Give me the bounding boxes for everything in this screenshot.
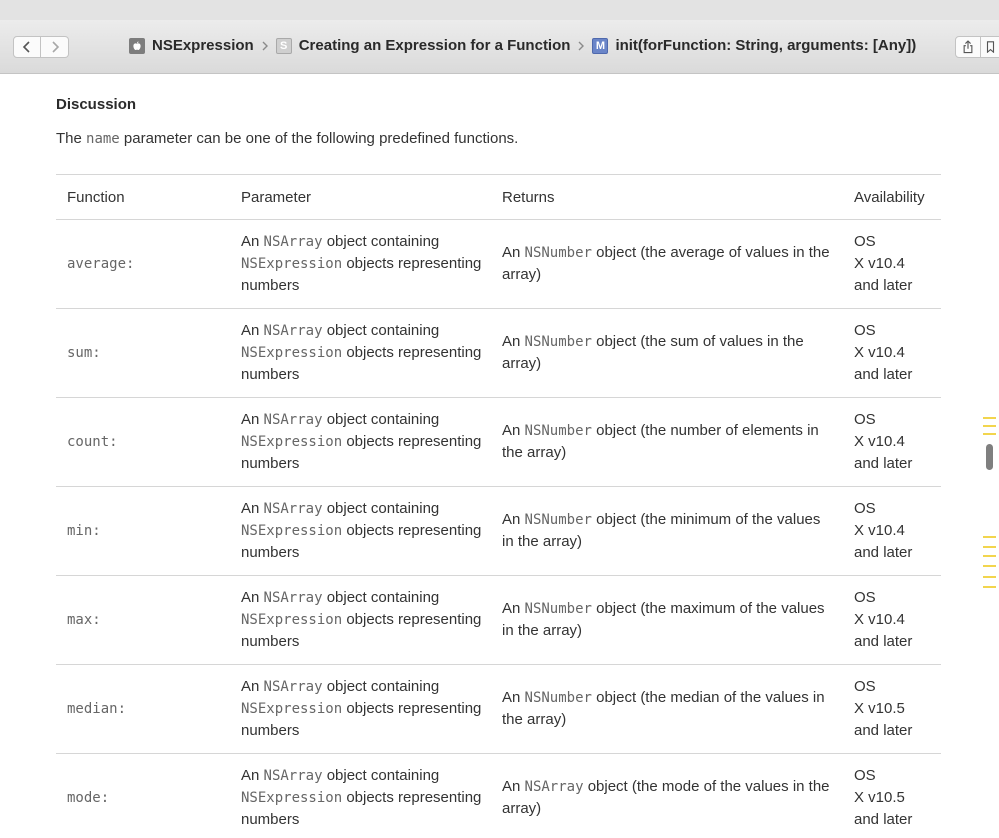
parameter-cell	[230, 754, 491, 838]
returns-text: object (the minimum of the values in the array)	[502, 511, 821, 550]
column-header-parameter: Parameter	[230, 175, 491, 220]
search-match-marker	[983, 576, 996, 578]
parameter-text: objects representing numbers	[241, 344, 482, 383]
returns-cell	[491, 576, 844, 665]
search-match-marker	[983, 536, 996, 538]
returns-code: NSNumber	[524, 512, 592, 528]
availability-line: and later	[854, 544, 913, 561]
function-cell	[56, 665, 230, 754]
availability-line: X v10.5	[854, 700, 905, 717]
parameter-code: NSArray	[263, 768, 323, 784]
table-row	[56, 398, 941, 487]
availability-cell	[844, 220, 941, 309]
window-top-strip	[0, 0, 999, 20]
availability-cell	[844, 487, 941, 576]
availability-line: X v10.4	[854, 611, 905, 628]
returns-code: NSNumber	[524, 334, 592, 350]
s-badge-icon: S	[276, 38, 292, 54]
availability-line: OS	[854, 411, 876, 428]
discussion-intro	[56, 130, 518, 147]
returns-code: NSNumber	[524, 245, 592, 261]
parameter-code: NSExpression	[241, 612, 343, 628]
returns-text: object (the sum of values in the array)	[502, 333, 804, 372]
parameter-code: NSArray	[263, 679, 323, 695]
parameter-text: An	[241, 589, 264, 606]
table-row	[56, 487, 941, 576]
returns-text: An	[502, 778, 525, 795]
returns-cell	[491, 309, 844, 398]
breadcrumb	[129, 37, 916, 54]
parameter-cell	[230, 487, 491, 576]
returns-text: An	[502, 333, 525, 350]
column-header-returns: Returns	[491, 175, 844, 220]
parameter-text: objects representing numbers	[241, 789, 482, 828]
parameter-text: object containing	[322, 411, 440, 428]
parameter-cell	[230, 665, 491, 754]
parameter-code: NSArray	[263, 323, 323, 339]
bookmark-icon	[986, 41, 995, 53]
column-header-availability: Availability	[844, 175, 941, 220]
search-match-marker	[983, 586, 996, 588]
availability-cell	[844, 754, 941, 838]
parameter-text: An	[241, 233, 264, 250]
table-row	[56, 576, 941, 665]
function-name: average:	[67, 256, 135, 272]
intro-code-name: name	[86, 131, 120, 147]
returns-text: An	[502, 244, 525, 261]
parameter-cell	[230, 220, 491, 309]
returns-code: NSNumber	[524, 423, 592, 439]
chevron-right-icon	[258, 40, 272, 52]
table-row	[56, 665, 941, 754]
chevron-right-icon	[50, 41, 60, 53]
parameter-cell	[230, 398, 491, 487]
parameter-code: NSExpression	[241, 256, 343, 272]
availability-line: X v10.5	[854, 789, 905, 806]
column-header-function: Function	[56, 175, 230, 220]
m-badge-icon: M	[592, 38, 608, 54]
availability-line: X v10.4	[854, 433, 905, 450]
parameter-code: NSArray	[263, 234, 323, 250]
availability-line: and later	[854, 277, 913, 294]
returns-code: NSNumber	[524, 690, 592, 706]
availability-line: OS	[854, 589, 876, 606]
availability-cell	[844, 309, 941, 398]
parameter-text: object containing	[322, 233, 440, 250]
availability-line: and later	[854, 811, 913, 828]
parameter-text: objects representing numbers	[241, 255, 482, 294]
chevron-left-icon	[22, 41, 32, 53]
parameter-text: An	[241, 411, 264, 428]
parameter-cell	[230, 309, 491, 398]
parameter-text: An	[241, 767, 264, 784]
parameter-text: objects representing numbers	[241, 433, 482, 472]
parameter-text: objects representing numbers	[241, 522, 482, 561]
parameter-text: objects representing numbers	[241, 700, 482, 739]
returns-text: An	[502, 511, 525, 528]
returns-text: An	[502, 422, 525, 439]
function-cell	[56, 309, 230, 398]
back-button[interactable]	[13, 36, 41, 58]
returns-code: NSNumber	[524, 601, 592, 617]
breadcrumb-label: init(forFunction: String, arguments: [Any])	[615, 37, 917, 54]
table-row	[56, 220, 941, 309]
returns-cell	[491, 487, 844, 576]
function-cell	[56, 754, 230, 838]
search-match-marker	[983, 417, 996, 419]
availability-line: X v10.4	[854, 255, 905, 272]
function-name: min:	[67, 523, 101, 539]
share-button[interactable]	[955, 36, 981, 58]
history-navigation	[13, 36, 69, 58]
availability-line: and later	[854, 366, 913, 383]
breadcrumb-label: NSExpression	[152, 37, 254, 54]
returns-text: object (the median of the values in the array)	[502, 689, 825, 728]
returns-text: object (the maximum of the values in the array)	[502, 600, 825, 639]
returns-text: object (the number of elements in the array)	[502, 422, 819, 461]
scrollbar-thumb[interactable]	[986, 444, 993, 470]
intro-text: The	[56, 130, 87, 147]
returns-text: object (the mode of the values in the array)	[502, 778, 830, 817]
toolbar	[0, 20, 999, 74]
function-cell	[56, 576, 230, 665]
parameter-code: NSExpression	[241, 701, 343, 717]
availability-line: OS	[854, 322, 876, 339]
parameter-text: object containing	[322, 678, 440, 695]
parameter-code: NSArray	[263, 412, 323, 428]
returns-cell	[491, 398, 844, 487]
availability-line: OS	[854, 767, 876, 784]
apple-icon	[129, 38, 145, 54]
function-name: sum:	[67, 345, 101, 361]
chevron-right-icon	[574, 40, 588, 52]
parameter-text: object containing	[322, 589, 440, 606]
parameter-text: object containing	[322, 322, 440, 339]
function-cell	[56, 398, 230, 487]
availability-line: OS	[854, 500, 876, 517]
intro-text: parameter can be one of the following predefined functions.	[119, 130, 519, 147]
breadcrumb-item-nsexpression[interactable]	[129, 37, 254, 54]
parameter-code: NSExpression	[241, 523, 343, 539]
returns-cell	[491, 220, 844, 309]
parameter-text: object containing	[322, 767, 440, 784]
parameter-text: objects representing numbers	[241, 611, 482, 650]
parameter-code: NSArray	[263, 501, 323, 517]
returns-text: object (the average of values in the array)	[502, 244, 830, 283]
availability-cell	[844, 665, 941, 754]
availability-line: X v10.4	[854, 522, 905, 539]
parameter-code: NSExpression	[241, 790, 343, 806]
availability-line: OS	[854, 678, 876, 695]
returns-cell	[491, 665, 844, 754]
breadcrumb-item-creating-expression[interactable]	[276, 37, 571, 54]
parameter-code: NSExpression	[241, 345, 343, 361]
availability-line: and later	[854, 633, 913, 650]
table-header-row	[56, 175, 941, 220]
availability-cell	[844, 398, 941, 487]
returns-text: An	[502, 689, 525, 706]
availability-line: X v10.4	[854, 344, 905, 361]
function-name: count:	[67, 434, 118, 450]
search-match-marker	[983, 433, 996, 435]
availability-line: and later	[854, 455, 913, 472]
parameter-code: NSArray	[263, 590, 323, 606]
search-match-marker	[983, 565, 996, 567]
breadcrumb-label: Creating an Expression for a Function	[298, 37, 571, 54]
function-cell	[56, 487, 230, 576]
parameter-text: An	[241, 678, 264, 695]
returns-cell	[491, 754, 844, 838]
parameter-text: An	[241, 500, 264, 517]
scrollbar[interactable]	[983, 415, 999, 615]
share-icon	[962, 40, 974, 54]
returns-text: An	[502, 600, 525, 617]
parameter-text: object containing	[322, 500, 440, 517]
forward-button[interactable]	[41, 36, 69, 58]
returns-code: NSArray	[524, 779, 584, 795]
search-match-marker	[983, 555, 996, 557]
function-name: mode:	[67, 790, 110, 806]
availability-line: OS	[854, 233, 876, 250]
table-row	[56, 309, 941, 398]
availability-line: and later	[854, 722, 913, 739]
function-name: max:	[67, 612, 101, 628]
bookmark-button[interactable]	[980, 36, 999, 58]
parameter-text: An	[241, 322, 264, 339]
search-match-marker	[983, 546, 996, 548]
parameter-cell	[230, 576, 491, 665]
parameter-code: NSExpression	[241, 434, 343, 450]
discussion-heading: Discussion	[56, 96, 137, 113]
table-row	[56, 754, 941, 838]
function-cell	[56, 220, 230, 309]
function-name: median:	[67, 701, 127, 717]
predefined-functions-table	[56, 174, 941, 838]
availability-cell	[844, 576, 941, 665]
search-match-marker	[983, 425, 996, 427]
breadcrumb-item-init-method[interactable]	[592, 37, 916, 54]
